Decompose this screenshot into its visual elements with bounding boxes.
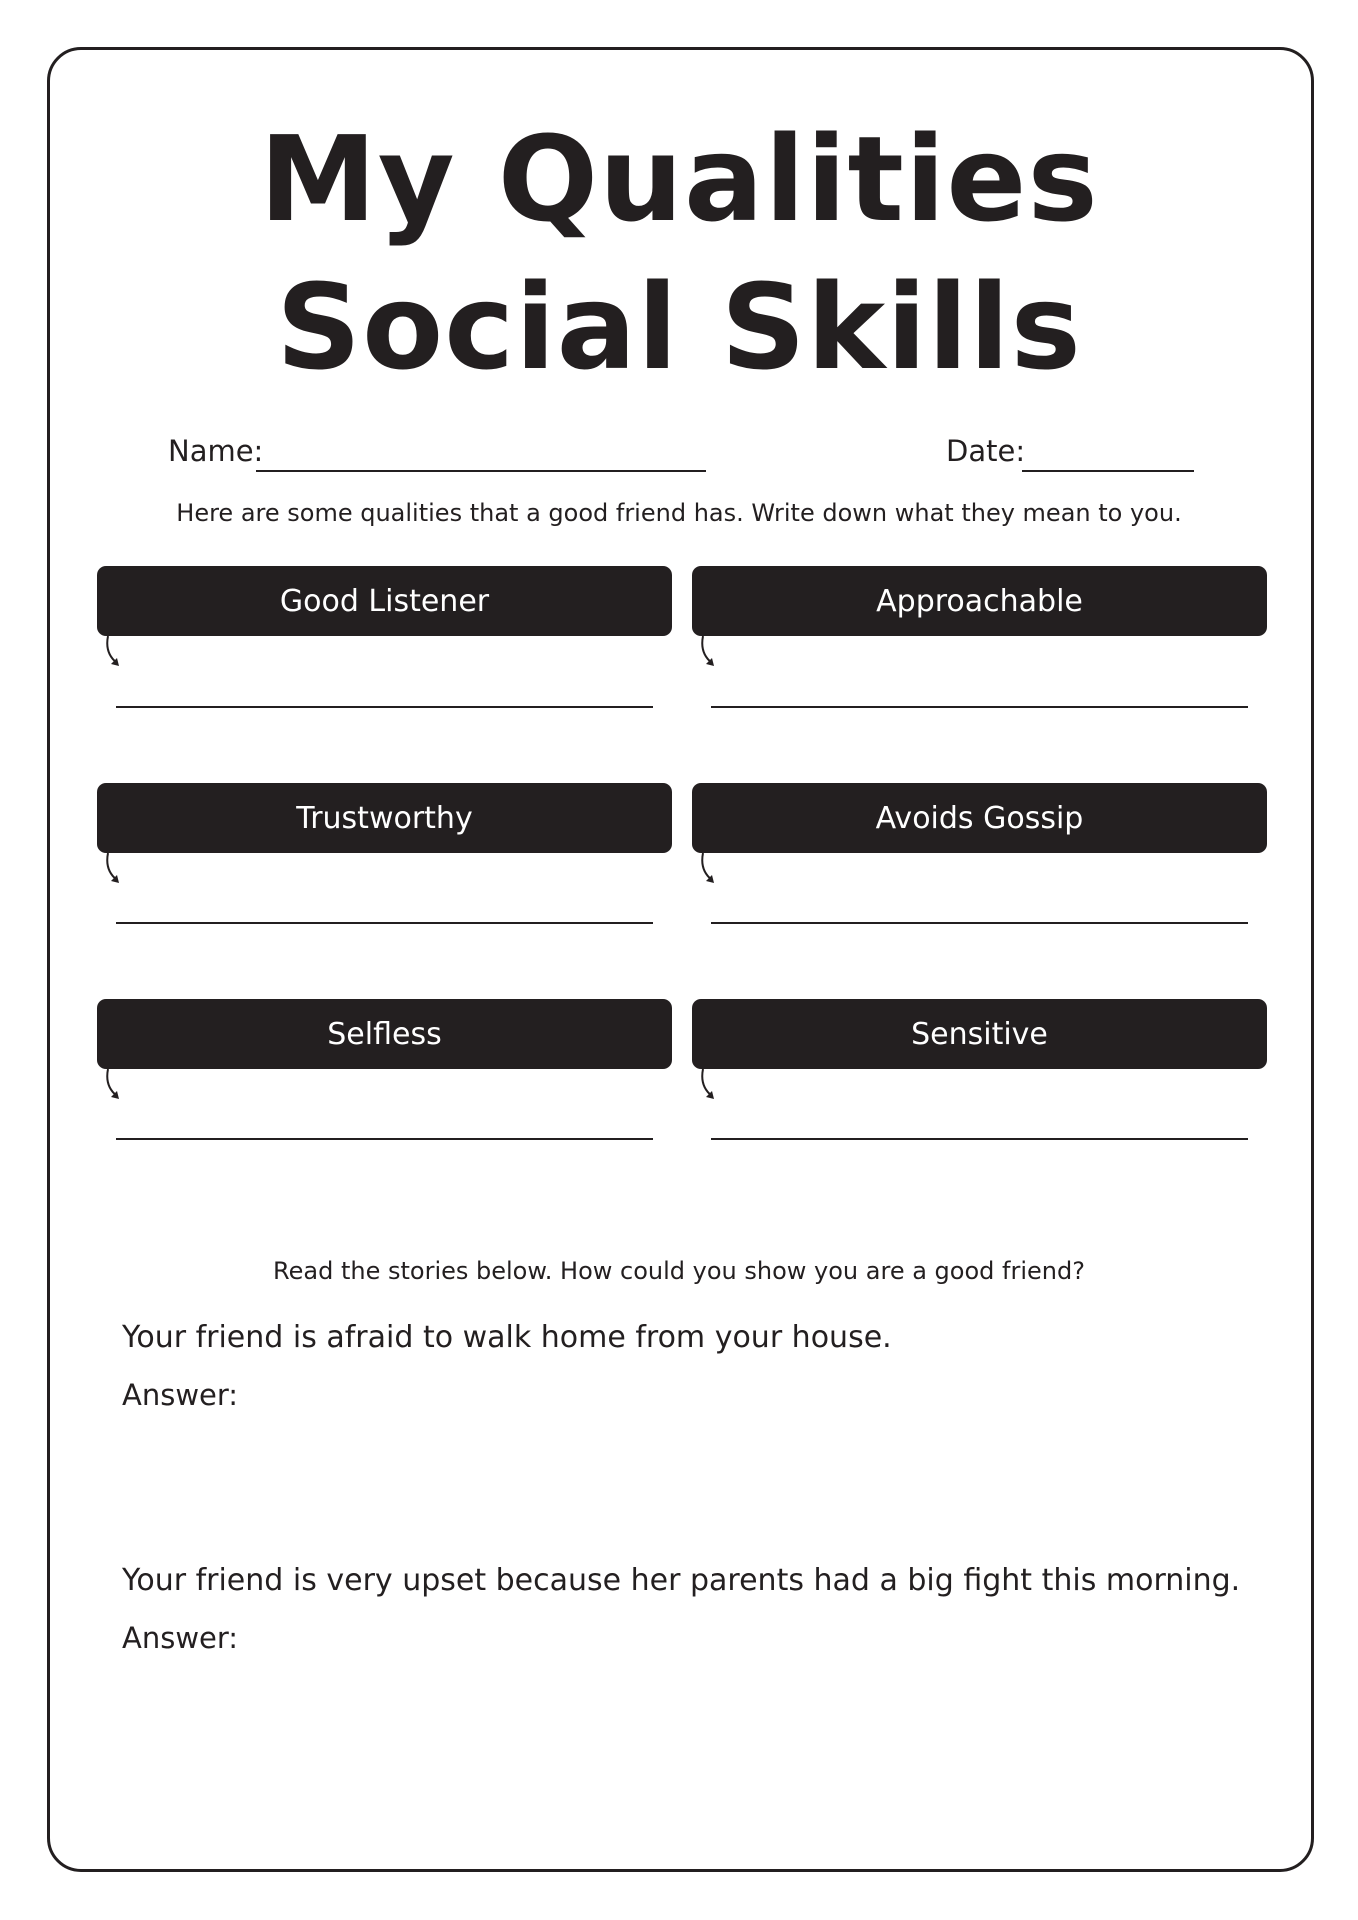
story-prompt: Your friend is very upset because her parents had a big fight this morning. — [122, 1563, 1241, 1598]
name-label: Name: — [168, 434, 264, 468]
answer-line-avoids-gossip[interactable] — [711, 922, 1248, 924]
name-field-line[interactable] — [256, 470, 706, 472]
worksheet-title: My Qualities — [259, 110, 1099, 248]
date-label: Date: — [946, 434, 1026, 468]
curved-arrow-icon — [103, 636, 129, 670]
curved-arrow-icon — [698, 636, 724, 670]
curved-arrow-icon — [698, 1069, 724, 1103]
quality-card-avoids-gossip — [692, 783, 1267, 853]
quality-label: Approachable — [876, 583, 1083, 619]
quality-card-sensitive — [692, 999, 1267, 1069]
answer-line-sensitive[interactable] — [711, 1138, 1248, 1140]
answer-line-trustworthy[interactable] — [116, 922, 653, 924]
quality-label: Avoids Gossip — [875, 800, 1084, 836]
qualities-instruction: Here are some qualities that a good friend has. Write down what they mean to you. — [176, 499, 1182, 527]
quality-card-approachable — [692, 566, 1267, 636]
answer-line-selfless[interactable] — [116, 1138, 653, 1140]
quality-label: Good Listener — [279, 583, 490, 619]
quality-card-good-listener — [97, 566, 672, 636]
quality-label: Trustworthy — [296, 800, 473, 836]
curved-arrow-icon — [103, 853, 129, 887]
quality-card-trustworthy — [97, 783, 672, 853]
story-prompt: Your friend is afraid to walk home from your house. — [122, 1320, 892, 1355]
curved-arrow-icon — [103, 1069, 129, 1103]
answer-label: Answer: — [122, 1378, 239, 1412]
curved-arrow-icon — [698, 853, 724, 887]
quality-card-selfless — [97, 999, 672, 1069]
quality-label: Sensitive — [911, 1016, 1048, 1052]
quality-label: Selfless — [327, 1016, 442, 1052]
worksheet-subtitle: Social Skills — [276, 258, 1082, 396]
answer-line-approachable[interactable] — [711, 706, 1248, 708]
date-field-line[interactable] — [1022, 470, 1194, 472]
answer-line-good-listener[interactable] — [116, 706, 653, 708]
stories-instruction: Read the stories below. How could you show you are a good friend? — [273, 1257, 1085, 1285]
answer-label: Answer: — [122, 1621, 239, 1655]
